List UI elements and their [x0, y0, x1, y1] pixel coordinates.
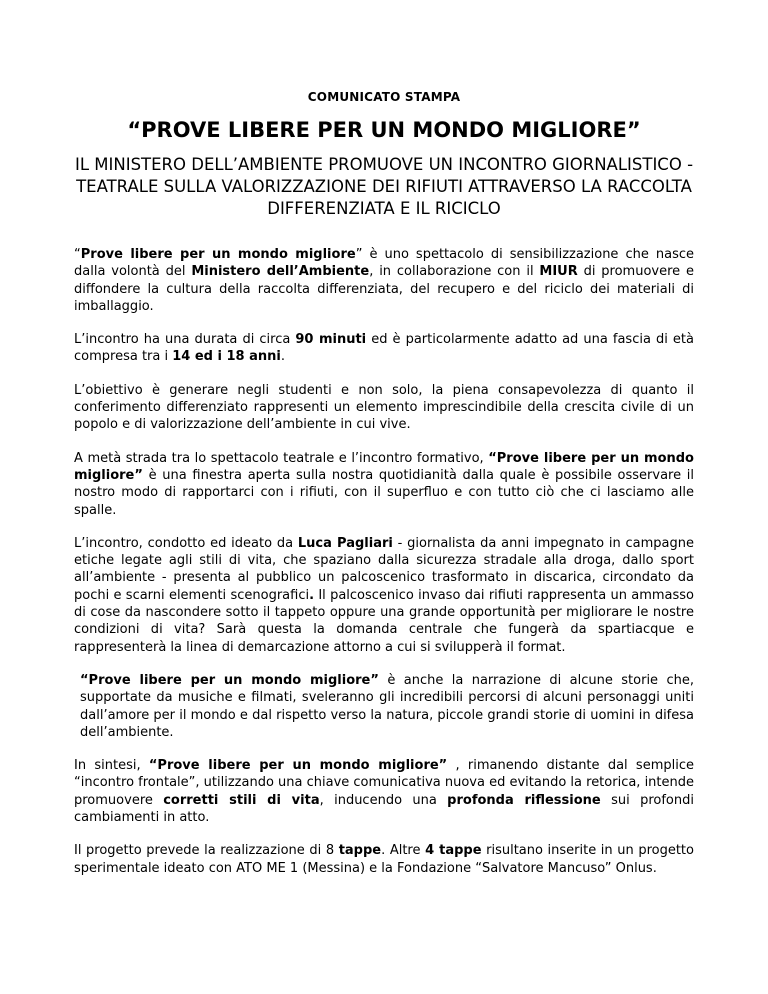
text-run: L’obiettivo è generare negli studenti e non solo, la piena consapevolezza di quanto il conferimento differenziato rappresenti un elemento imprescindibile della crescita civile di un popolo e di valorizzazione dell’ambiente in cui vive. [74, 382, 694, 433]
text-run: , rimanendo distante dal semplice “incontro frontale”, utilizzando una chiave comunicativa nuova ed evitando la retorica, intende promuovere [74, 758, 695, 808]
text-run: sui profondi cambiamenti in atto. [74, 792, 694, 826]
text-run: - giornalista da anni impegnato in campagne etiche legate agli stili di vita, che spaziano dalla sicurezza stradale alla droga, dallo sport all’ambiente - presenta al pubblico un palcoscenico trasformato in discarica, circondato da pochi e scarni elementi scenografici [74, 535, 694, 603]
bold-text: tappe [338, 843, 382, 859]
text-run: Il palcoscenico invaso dai rifiuti rappresenta un ammasso di cose da nascondere sotto il tappeto oppure una grande opportunità per migliorare le nostre condizioni di vita? Sarà questa la domanda centrale che fungerà da spartiacque e rappresenterà la linea di demarcazione attorno a cui si svilupperà il format. [74, 587, 694, 655]
body-paragraph [74, 382, 694, 434]
body-paragraph [74, 535, 694, 656]
press-release-label: COMUNICATO STAMPA [307, 90, 461, 104]
text-run: . Altre [381, 843, 426, 859]
text-run: Il progetto prevede la realizzazione di 8 [74, 843, 339, 859]
text-run: è anche la narrazione di alcune storie che, supportate da musiche e filmati, sveleranno gli incredibili percorsi di alcuni personaggi uniti dall’amore per il mondo e dal rispetto verso la natura, piccole grandi storie di uomini in difesa dell’ambiente. [80, 672, 694, 740]
document-title: “PROVE LIBERE PER UN MONDO MIGLIORE” [127, 118, 641, 142]
body-paragraph [74, 757, 694, 826]
bold-text: profonda riflessione [447, 792, 601, 808]
bold-text: Ministero dell’Ambiente [191, 264, 370, 280]
bold-text: Prove libere per un mondo migliore [80, 247, 356, 262]
text-run: è una finestra aperta sulla nostra quotidianità dalla quale è possibile osservare il nostro modo di rapportarci con i rifiuti, con il superfluo e con tutto ciò che ci lasciamo alle spalle. [74, 467, 694, 518]
text-run: A metà strada tra lo spettacolo teatrale e l’incontro formativo, [74, 450, 489, 466]
bold-text: MIUR [539, 264, 578, 280]
bold-text: . [309, 587, 315, 603]
body-paragraph [74, 246, 694, 315]
body-paragraph [74, 842, 694, 877]
document-subtitle: IL MINISTERO DELL’AMBIENTE PROMUOVE UN INCONTRO GIORNALISTICO - TEATRALE SULLA VALORIZZAZIONE DEI RIFIUTI ATTRAVERSO LA RACCOLTA DIFFERENZIATA E IL RICICLO [74, 155, 694, 218]
bold-text: 4 tappe [425, 843, 482, 859]
body-paragraph [74, 450, 694, 519]
bold-text: 90 minuti [295, 332, 367, 348]
document-body [74, 246, 694, 877]
text-run: In sintesi, [74, 758, 149, 774]
text-run: risultano inserite in un progetto sperimentale ideato con ATO ME 1 (Messina) e la Fondazione “Salvatore Mancuso” Onlus. [74, 843, 694, 876]
bold-text: corretti stili di vita [163, 792, 320, 808]
bold-text: “Prove libere per un mondo migliore” [148, 758, 448, 774]
body-paragraph [74, 331, 694, 366]
text-run: L’incontro, condotto ed ideato da [74, 535, 298, 551]
bold-text: 14 ed i 18 anni [172, 349, 281, 365]
text-run: , inducendo una [319, 792, 448, 808]
text-run: ” è uno spettacolo di sensibilizzazione che nasce dalla volontà del [74, 247, 694, 280]
text-run: , in collaborazione con il [369, 264, 540, 280]
bold-text: “Prove libere per un mondo migliore” [80, 672, 379, 688]
body-paragraph [74, 672, 694, 741]
text-run: “ [74, 247, 81, 262]
bold-text: Luca Pagliari [297, 535, 393, 551]
text-run: ed è particolarmente adatto ad una fascia di età compresa tra i [74, 332, 694, 365]
bold-text: “Prove libere per un mondo migliore” [74, 450, 694, 483]
text-run: di promuovere e diffondere la cultura della raccolta differenziata, del recupero e del riciclo dei materiali di imballaggio. [74, 264, 694, 314]
text-run: L’incontro ha una durata di circa [74, 332, 296, 348]
text-run: . [280, 349, 285, 365]
